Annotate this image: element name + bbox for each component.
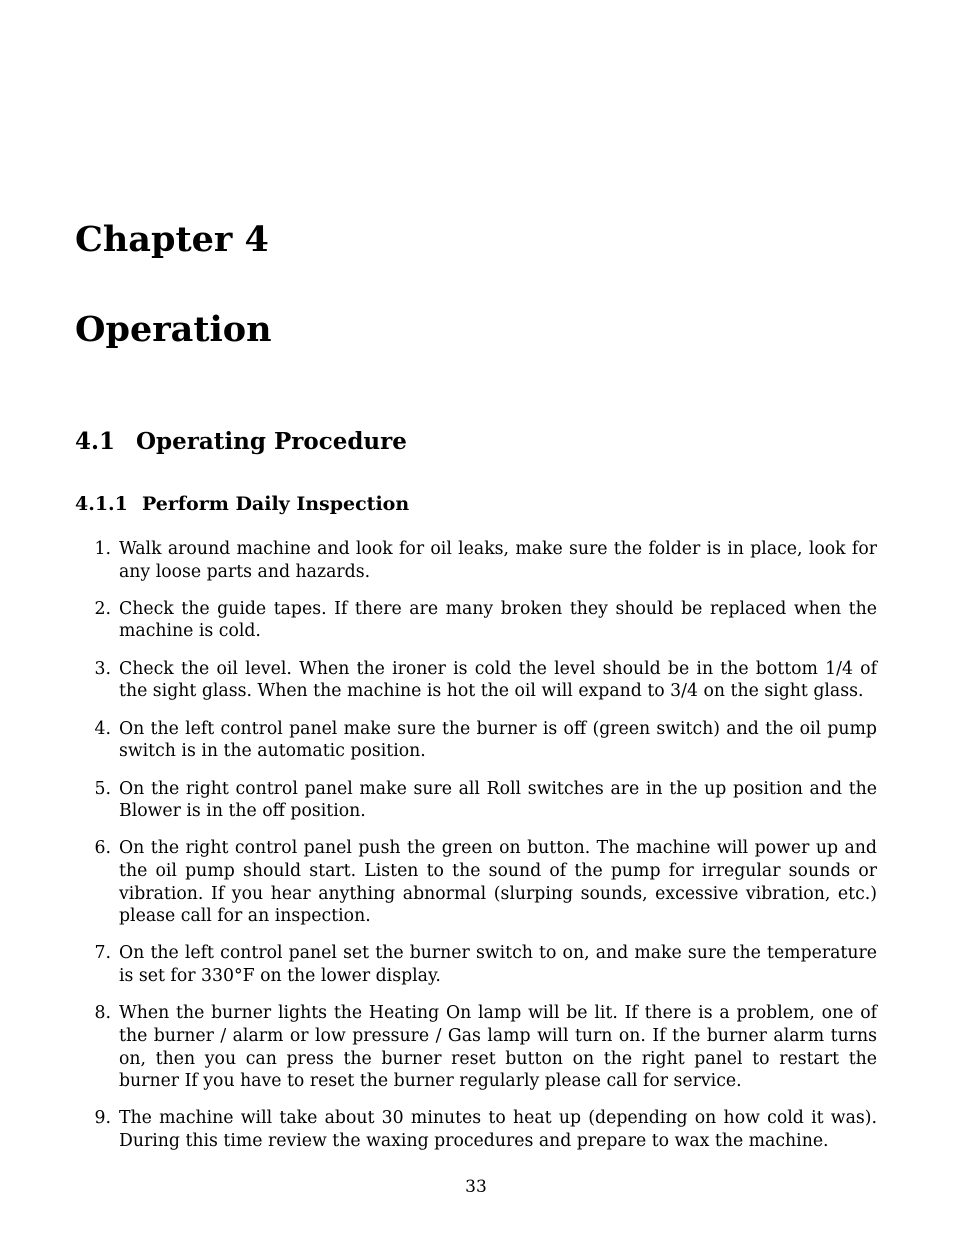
list-item-text: Check the oil level. When the ironer is cold the level should be in the bottom 1/4 of the sight glass. When the machine is hot the oil will expand to 3/4 on the sight glass.: [119, 658, 877, 702]
inspection-steps-list: [75, 538, 877, 1167]
subsection-title: Perform Daily Inspection: [142, 493, 410, 515]
list-item-text: On the right control panel make sure all Roll switches are in the up position and the Blower is in the off position.: [119, 778, 877, 822]
list-item-number: 4.: [94, 718, 111, 739]
list-item-number: 1.: [94, 539, 111, 559]
list-item-number: 8.: [94, 1003, 111, 1024]
list-item-text: When the burner lights the Heating On lamp will be lit. If there is a problem, one of the burner / alarm or low pressure / Gas lamp will turn on. If the burner alarm turns on, then you can press the burner reset button on the right panel to restart the burner If you have to reset the burner regularly please call for service.: [119, 1003, 877, 1092]
page-number: 33: [465, 1177, 487, 1197]
list-item-number: 3.: [94, 658, 111, 679]
section-title: Operating Procedure: [136, 428, 407, 455]
section-heading: [75, 426, 407, 458]
list-item-number: 5.: [94, 778, 111, 799]
list-item: [75, 598, 877, 643]
subsection-number: 4.1.1: [75, 493, 128, 515]
document-page: [75, 0, 877, 1235]
chapter-title: Operation: [75, 309, 272, 350]
list-item: [75, 718, 877, 763]
subsection-heading: [75, 491, 409, 517]
list-item: [75, 658, 877, 703]
list-item: [75, 778, 877, 823]
list-item-text: On the right control panel push the green on button. The machine will power up and the oil pump should start. Listen to the sound of the pump for irregular sounds or vibration. If you hear anything abnormal (slurping sounds, excessive vibration, etc.) please call for an inspection.: [119, 838, 877, 927]
list-item-number: 6.: [94, 838, 111, 859]
list-item: [75, 942, 877, 987]
list-item: [75, 1002, 877, 1092]
list-item-text: Check the guide tapes. If there are many broken they should be replaced when the machine is cold.: [119, 598, 877, 642]
chapter-label: Chapter 4: [75, 219, 269, 260]
list-item-number: 2.: [94, 598, 111, 619]
section-number: 4.1: [75, 428, 116, 455]
list-item-text: On the left control panel set the burner switch to on, and make sure the temperature is set for 330°F on the lower display.: [119, 943, 877, 987]
list-item: [75, 538, 877, 583]
list-item-number: 9.: [94, 1108, 111, 1129]
list-item-text: Walk around machine and look for oil leaks, make sure the folder is in place, look for any loose parts and hazards.: [119, 539, 877, 582]
list-item-text: The machine will take about 30 minutes to heat up (depending on how cold it was). During this time review the waxing procedures and prepare to wax the machine.: [119, 1108, 877, 1151]
list-item-number: 7.: [94, 943, 111, 964]
list-item: [75, 837, 877, 927]
list-item: [75, 1107, 877, 1152]
list-item-text: On the left control panel make sure the burner is off (green switch) and the oil pump switch is in the automatic position.: [119, 718, 877, 762]
